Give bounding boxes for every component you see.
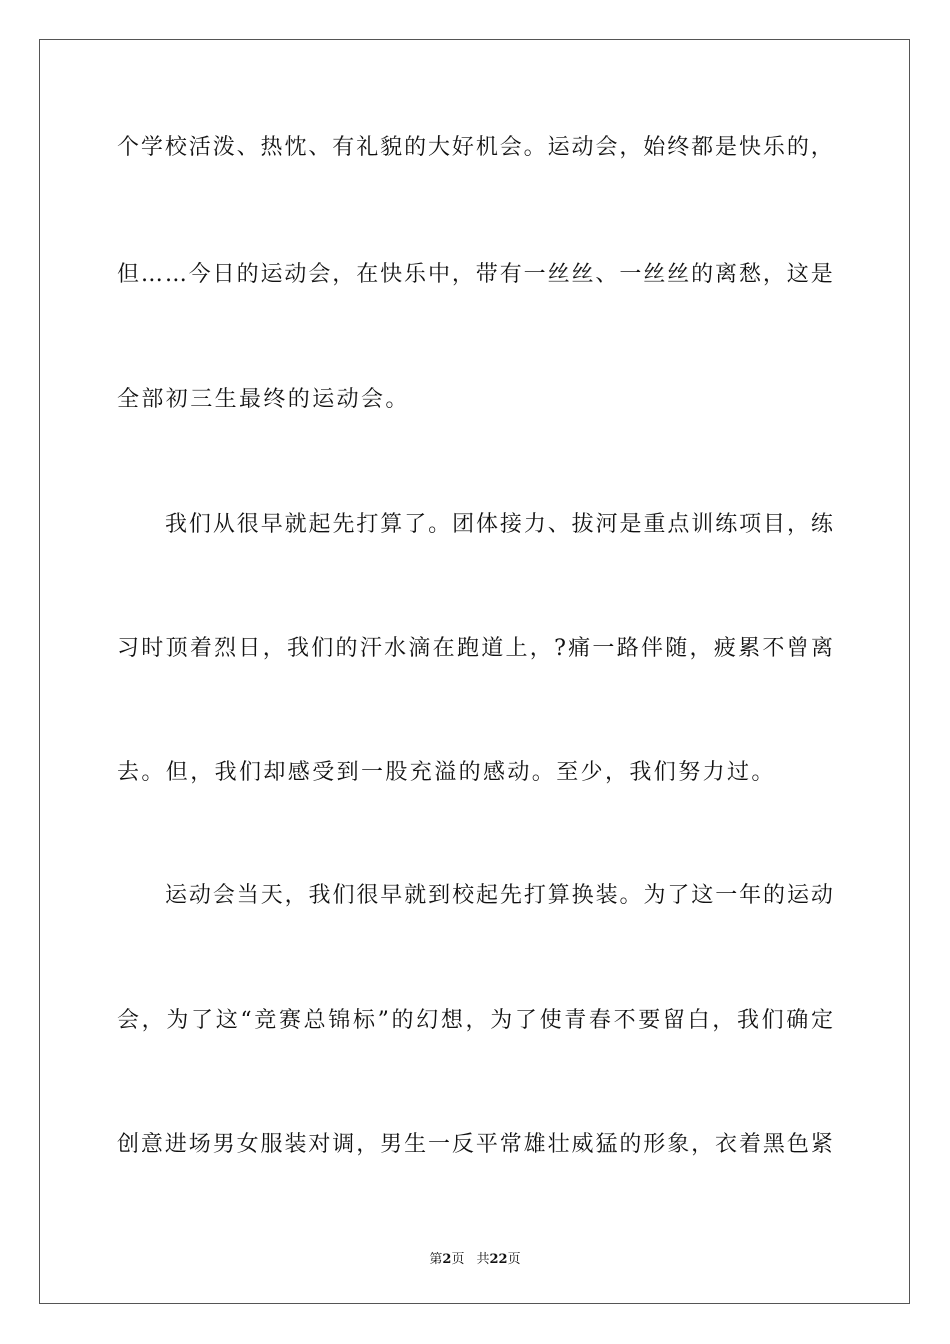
text-line-4: 我 们 从 很 早 就 起 先 打 算 了 。 团 体 接 力 、 拔 河 是 重 点 训 练 项 目 ， 练 [165, 512, 833, 537]
text-line-7: 运 动 会 当 天 ， 我 们 很 早 就 到 校 起 先 打 算 换 装 。 为 了 这 一 年 的 运 动 [165, 883, 833, 908]
text-line-1: 个 学 校 活 泼 、 热 忱 、 有 礼 貌 的 大 好 机 会 。 运 动 会 ， 始 终 都 是 快 乐 的 ， [117, 135, 833, 160]
page-suffix: 页 [451, 1252, 465, 1267]
page-border [39, 39, 910, 1304]
page-footer [0, 1248, 950, 1267]
page-number: 2 [442, 1252, 452, 1267]
text-line-6: 去。但，我们却感受到一股充溢的感动。至少，我们努力过。 [117, 760, 776, 785]
page-prefix: 第 [429, 1252, 443, 1267]
text-line-3: 全部初三生最终的运动会。 [117, 387, 410, 412]
total-pages: 22 [489, 1252, 508, 1267]
total-prefix: 共 [476, 1252, 490, 1267]
total-suffix: 页 [507, 1252, 521, 1267]
text-line-8: 会 ， 为 了 这 “ 竞 赛 总 锦 标 ” 的 幻 想 ， 为 了 使 青 春 不 要 留 白 ， 我 们 确 定 [117, 1008, 833, 1033]
text-line-9: 创 意 进 场 男 女 服 装 对 调 ， 男 生 一 反 平 常 雄 壮 威 猛 的 形 象 ， 衣 着 黑 色 紧 [117, 1132, 833, 1157]
text-line-5: 习 时 顶 着 烈 日 ， 我 们 的 汗 水 滴 在 跑 道 上 ， ? 痛 一 路 伴 随 ， 疲 累 不 曾 离 [117, 636, 833, 661]
text-line-2: 但 … … 今 日 的 运 动 会 ， 在 快 乐 中 ， 带 有 一 丝 丝 、 一 丝 丝 的 离 愁 ， 这 是 [117, 262, 833, 287]
